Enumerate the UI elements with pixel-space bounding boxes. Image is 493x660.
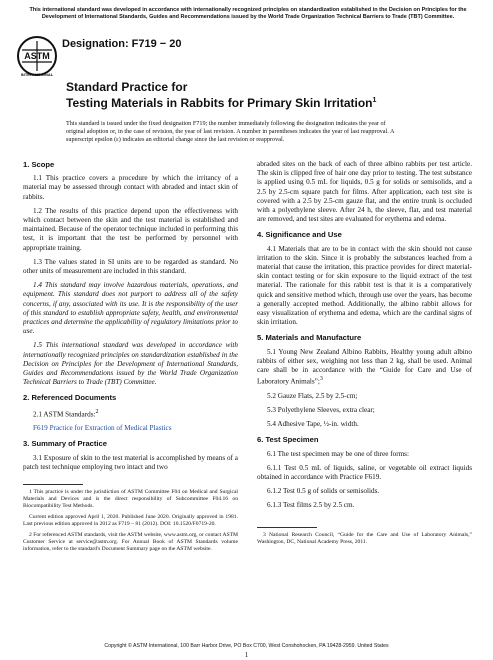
right-column [257,160,472,550]
designation: Designation: F719 − 20 [62,38,182,50]
para-1-1: 1.1 This practice covers a procedure by which the irritancy of a material may be assessed through contact with abraded and intact skin of rabbits. [23,174,238,201]
footnote-divider [23,484,83,485]
section-test-specimen-heading: 6. Test Specimen [257,435,319,445]
page-title [66,81,376,110]
para-1-5: 1.5 This international standard was developed in accordance with internationally recognized principles on standardization established in the Decision on Principles for the Development of International Standards, Guides and Recommendations issued by the World Trade Organization Technical Barriers to Trade (TBT) Committee. [23,341,238,387]
para-6-1-3: 6.1.3 Test films 2.5 by 2.5 cm. [267,501,355,510]
para-6-1: 6.1 The test specimen may be one of three forms: [267,449,409,458]
issued-note: This standard is issued under the fixed designation F719; the number immediately following the designation indicates the year of original adoption or, in the case of revision, the year of last revision. A number in parentheses indicates the year of last reapproval. A superscript epsilon (ε) indicates an editorial change since the last revision or reapproval. [66,120,395,143]
section-summary-heading: 3. Summary of Practice [23,439,107,449]
section-referenced-docs-heading: 2. Referenced Documents [23,393,117,403]
para-5-1 [257,348,472,387]
para-6-1-1: 6.1.1 Test 0.5 mL of liquids, saline, or vegetable oil extract liquids obtained in accordance with Practice F619. [257,463,472,482]
para-2-1 [23,408,238,420]
section-materials-heading: 5. Materials and Manufacture [257,333,362,343]
footnote-3: 3 National Research Council, “Guide for the Care and Use of Laboratory Animals,” Washington, DC, National Academy Press, 2011. [257,531,472,545]
para-1-2: 1.2 The results of this practice depend upon the effectiveness with which contact between the skin and the test material is established and maintained. Because of the operator technique included in performing this test, it is important that the test be performed by personnel with appropriate training. [23,206,238,252]
footnote-1: 1 This practice is under the jurisdiction of ASTM Committee F04 on Medical and Surgical Materials and Devices and is the direct responsibility of Subcommittee F04.16 on Biocompatibility Test Methods. [23,489,238,510]
logo-subtext: INTERNATIONAL [20,72,54,77]
footnote-2: 2 For referenced ASTM standards, visit the ASTM website, www.astm.org, or contact ASTM Customer Service at service@astm.org. For Annual Book of ASTM Standards volume information, refer to the standard's Document Summary page on the ASTM website. [23,532,238,553]
astm-standards-label: 2.1 ASTM Standards: [33,410,96,419]
para-5-2: 5.2 Gauze Flats, 2.5 by 2.5-cm; [267,391,358,400]
para-1-4: 1.4 This standard may involve hazardous materials, operations, and equipment. This standard does not purport to address all of the safety concerns, if any, associated with its use. It is the responsibility of the user of this standard to establish appropriate safety, health, and environmental practices and determine the applicability of regulatory limitations prior to use. [23,281,238,336]
section-significance-heading: 4. Significance and Use [257,230,342,240]
reference-f619[interactable] [33,424,238,433]
title-footnote-marker: 1 [372,97,377,104]
footnote-marker-3: 3 [319,376,323,383]
title-line2: Testing Materials in Rabbits for Primary Skin Irritation [66,96,373,110]
ref-code-link[interactable]: F619 [33,424,48,433]
copyright-footer: Copyright © ASTM International, 100 Barr Harbor Drive, PO Box C700, West Conshohocken, PA 19428-2959. United States [104,643,389,649]
astm-logo [16,35,58,77]
footnote-1-edition: Current edition approved April 1, 2020. Published June 2020. Originally approved in 1981. Last previous edition approved in 2012 as F719 – 81 (2012). DOI: 10.1520/F0719-20. [23,514,238,528]
section-scope-heading: 1. Scope [23,160,55,169]
para-4-1: 4.1 Materials that are to be in contact with the skin should not cause irritation to the skin. Since it is probably the substances leached from a material that cause the irritation, this practice provides for direct material-skin contact testing or for skin exposure to the liquid extract of the test material. The rationale for this rabbit test is that it is a comparatively quick and sensitive method which, through use over the years, has become a generally accepted method. Additionally, the albino rabbit allows for easy visualization of erythema and edema, which are the cardinal signs of skin irritation. [257,244,472,327]
ref-title-link[interactable]: Practice for Extraction of Medical Plastics [49,424,172,433]
page-number: 1 [244,651,249,659]
title-line1: Standard Practice for [66,80,188,94]
para-5-1-text: 5.1 Young New Zealand Albino Rabbits, Healthy young adult albino rabbits of either sex, weighing not less than 2 kg, shall be used. Animal care shall be in accordance with the “Guide for Care and Use of Laboratory Animals”; [257,347,472,386]
logo-text: ASTM [24,51,50,61]
footnote-marker-2: 2 [95,408,99,415]
para-5-3: 5.3 Polyethylene Sleeves, extra clear; [267,406,375,415]
left-column [23,160,238,557]
wto-banner: This international standard was developed in accordance with internationally recognized principles on standardization established in the Decision on Principles for the Development of International Standards, Guides and Recommendations issued by the World Trade Organization Technical Barriers to Trade (TBT) Committee. [29,7,467,20]
para-6-1-2: 6.1.2 Test 0.5 g of solids or semisolids. [267,487,380,496]
para-5-4: 5.4 Adhesive Tape, ½-in. width. [267,420,359,429]
para-1-3: 1.3 The values stated in SI units are to be regarded as standard. No other units of measurement are included in this standard. [23,257,238,276]
para-3-1: 3.1 Exposure of skin to the test material is accomplished by means of a patch test technique employing two intact and two [23,453,238,471]
para-3-1-continued: abraded sites on the back of each of three albino rabbits per test article. The skin is clipped free of hair one day prior to testing. The test substance is applied using 0.5 mL for liquids, 0.5 g for solids or semisolids, and a 2.5 by 2.5-cm square patch for films. After application, each test site is covered with a 2.5 by 2.5-cm gauze flat, and the entire trunk is occluded with a polyethylene sleeve. After 24 h, the sleeve, flat, and test material are removed, and test sites are evaluated for erythema and edema. [257,160,472,224]
footnote-divider-right [257,527,317,528]
